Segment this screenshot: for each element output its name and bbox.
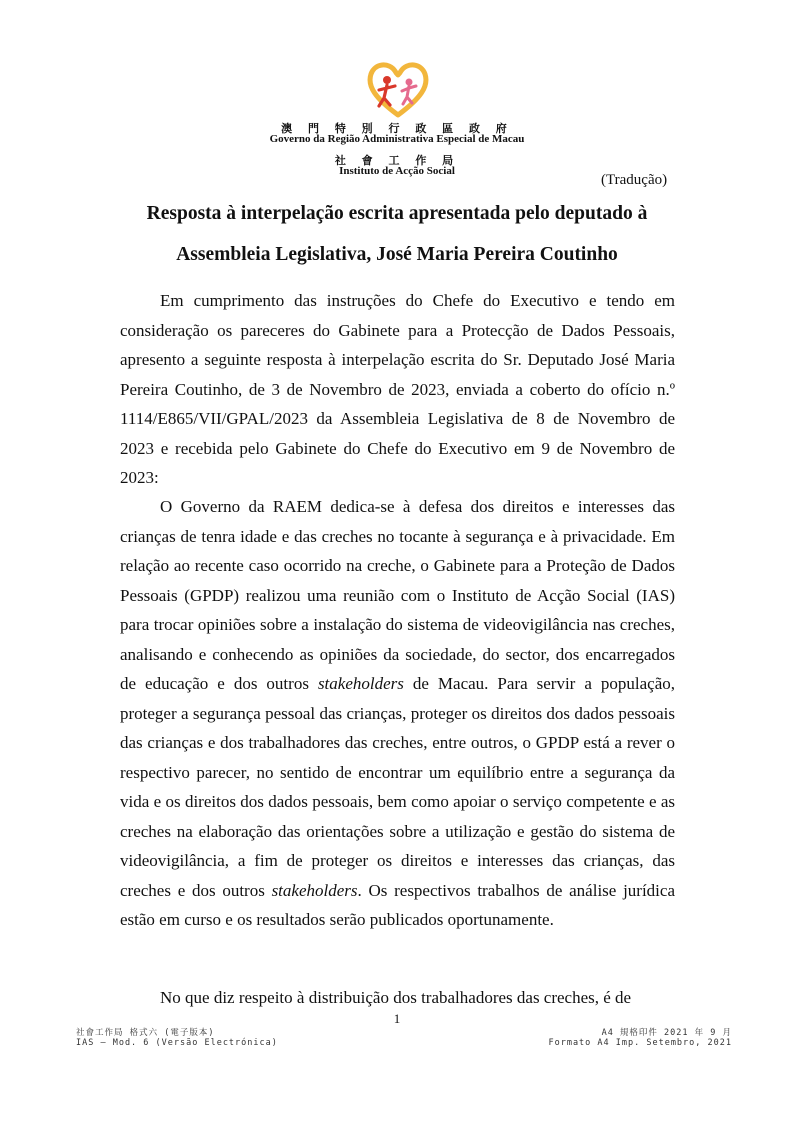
paragraph-2-text-b: de Macau. Para servir a população, proteger a segurança pessoal das crianças, proteger os direitos dos dados pessoais das crianças e dos trabalhadores das creches, entre outros, o GPDP está a rever o respectivo parecer, no sentido de encontrar um equilíbrio entre a segurança da vida e os direitos dos dados pessoais, bem como apoiar o serviço competente e as creches na elaboração das orientações sobre a utilização e gestão do sistema de videovigilância, a fim de proteger os direitos e interesses das crianças, das creches e dos outros <box>120 674 675 900</box>
government-name-portuguese: Governo da Região Administrativa Especial de Macau <box>269 133 525 145</box>
department-name-chinese: 社 會 工 作 局 <box>334 154 460 167</box>
footer-form-code-portuguese: IAS – Mod. 6 (Versão Electrónica) <box>76 1038 278 1048</box>
paragraph-2-text-a: O Governo da RAEM dedica-se à defesa dos direitos e interesses das crianças de tenra idade e das creches no tocante à segurança e à privacidade. Em relação ao recente caso ocorrido na creche, o Gabinete para a Proteção de Dados Pessoais (GPDP) realizou uma reunião com o Instituto de Acção Social (IAS) para trocar opiniões sobre a instalação do sistema de videovigilância nas creches, analisando e conhecendo as opiniões da sociedade, do sector, dos encarregados de educação e dos outros <box>120 497 675 693</box>
paragraph-3: No que diz respeito à distribuição dos trabalhadores das creches, é de <box>160 988 632 1007</box>
government-name-chinese: 澳 門 特 別 行 政 區 政 府 <box>281 122 513 135</box>
ias-logo-icon <box>365 60 431 118</box>
footer-format-chinese: A4 規格印件 2021 年 9 月 <box>601 1028 732 1038</box>
document-title-line-2: Assembleia Legislativa, José Maria Pereira Coutinho <box>176 244 618 265</box>
page-number: 1 <box>393 1011 401 1026</box>
paragraph-2-text-c: . Os respectivos trabalhos de análise jurídica estão em curso e os resultados serão publicados oportunamente. <box>120 880 675 929</box>
footer-format-portuguese: Formato A4 Imp. Setembro, 2021 <box>548 1038 732 1048</box>
translation-note: (Tradução) <box>601 172 668 188</box>
paragraph-1: Em cumprimento das instruções do Chefe do Executivo e tendo em consideração os pareceres do Gabinete para a Protecção de Dados Pessoais, apresento a seguinte resposta à interpelação escrita do Sr. Deputado José Maria Pereira Coutinho, de 3 de Novembro de 2023, enviada a coberto do ofício n.º 1114/E865/VII/GPAL/2023 da Assembleia Legislativa de 8 de Novembro de 2023 e recebida pelo Gabinete do Chefe do Executivo em 9 de Novembro de 2023: <box>120 291 675 487</box>
paragraph-2 <box>120 492 675 935</box>
stakeholders-term: stakeholders <box>317 674 404 693</box>
footer-form-code-chinese: 社會工作局 格式六 (電子版本) <box>76 1028 215 1038</box>
department-name-portuguese: Instituto de Acção Social <box>339 165 455 177</box>
stakeholders-term: stakeholders <box>271 880 358 900</box>
document-title-line-1: Resposta à interpelação escrita apresentada pelo deputado à <box>146 203 648 224</box>
